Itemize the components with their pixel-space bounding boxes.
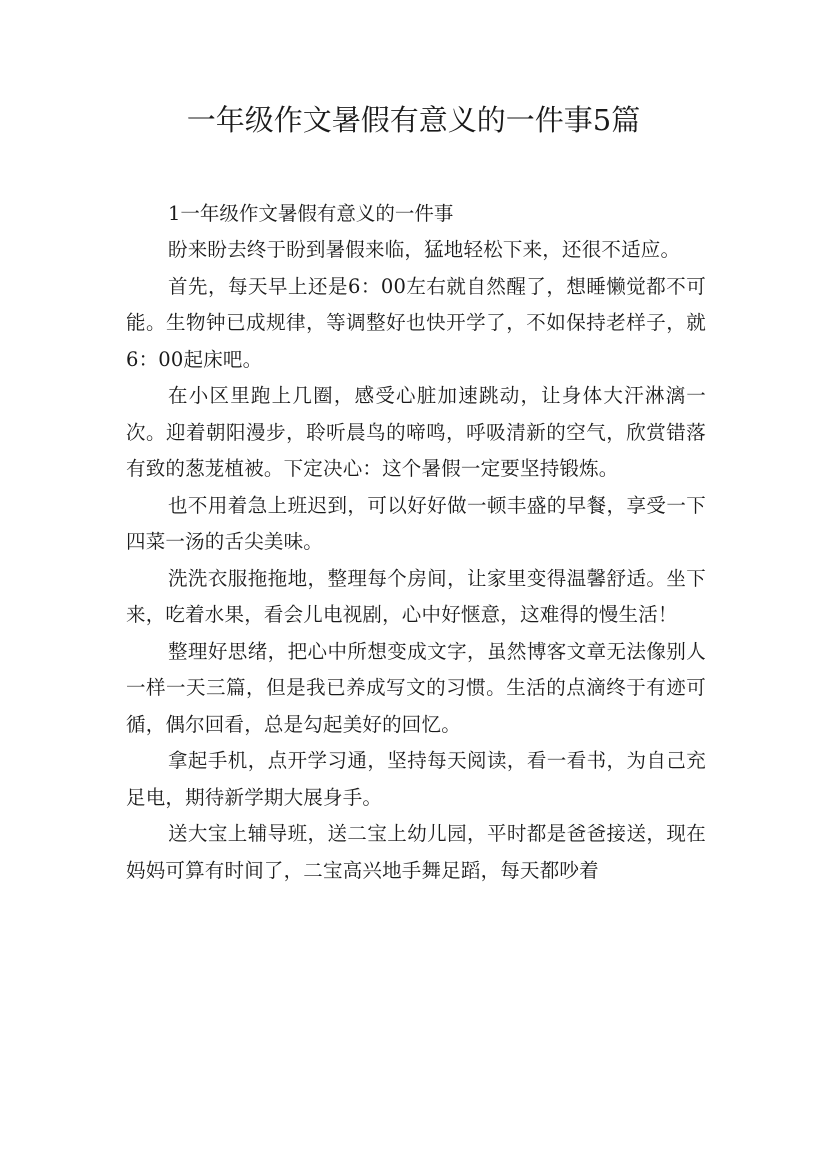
section-heading: 1一年级作文暑假有意义的一件事 — [168, 202, 454, 225]
paragraph: 也不用着急上班迟到，可以好好做一顿丰盛的早餐，享受一下四菜一汤的舌尖美味。 — [126, 493, 706, 553]
paragraph: 整理好思绪，把心中所想变成文字，虽然博客文章无法像别人一样一天三篇，但是我已养成写文的习惯。生活的点滴终于有迹可循，偶尔回看，总是勾起美好的回忆。 — [126, 639, 706, 736]
document-title: 一年级作文暑假有意义的一件事5篇 — [186, 103, 641, 137]
paragraph: 首先，每天早上还是6：00左右就自然醒了，想睡懒觉都不可能。生物钟已成规律，等调整好也快开学了，不如保持老样子，就6：00起床吧。 — [126, 274, 706, 371]
paragraph: 盼来盼去终于盼到暑假来临，猛地轻松下来，还很不适应。 — [168, 238, 681, 261]
paragraph: 拿起手机，点开学习通，坚持每天阅读，看一看书，为自己充足电，期待新学期大展身手。 — [126, 749, 706, 809]
paragraph: 在小区里跑上几圈，感受心脏加速跳动，让身体大汗淋漓一次。迎着朝阳漫步，聆听晨鸟的啼鸣，呼吸清新的空气，欣赏错落有致的葱茏植被。下定决心：这个暑假一定要坚持锻炼。 — [126, 384, 706, 480]
document-body — [126, 196, 706, 889]
paragraph: 送大宝上辅导班，送二宝上幼儿园，平时都是爸爸接送，现在妈妈可算有时间了，二宝高兴地手舞足蹈，每天都吵着 — [126, 822, 706, 882]
paragraph: 洗洗衣服拖拖地，整理每个房间，让家里变得温馨舒适。坐下来，吃着水果，看会儿电视剧，心中好惬意，这难得的慢生活！ — [126, 566, 706, 626]
